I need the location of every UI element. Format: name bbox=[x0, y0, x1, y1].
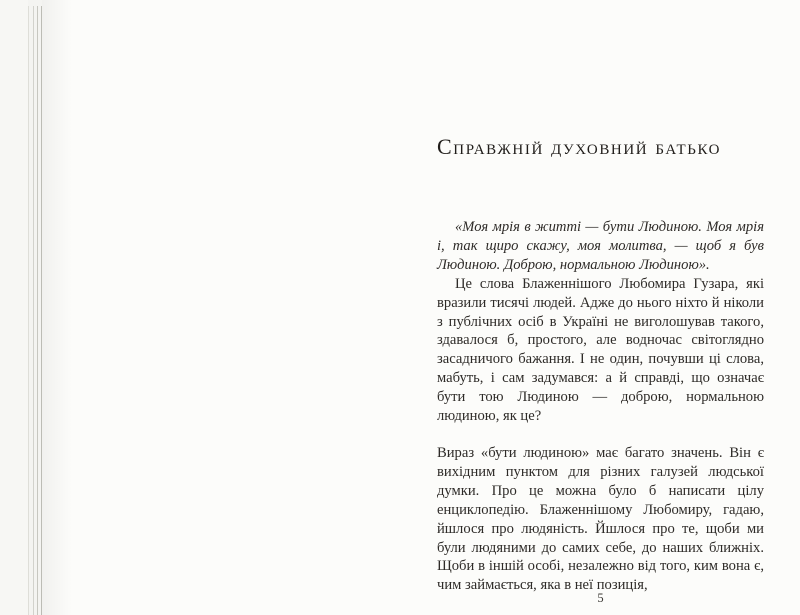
body-paragraph-1: Це слова Блаженнішого Любомира Гузара, які вразили тисячі людей. Адже до нього ніхто й ніколи з публічних осіб в Україні не виголошував такого, здавалося б, простого, але водночас світоглядно засадничого бажання. І не один, почувши ці слова, мабуть, і сам задумався: а й справді, що означає бути тою Людиною — доброю, нормальною людиною, як це? bbox=[437, 275, 764, 425]
body-paragraph-2: Вираз «бути людиною» має багато значень. Він є вихідним пунктом для різних галузей людської думки. Про це можна було б написати цілу енциклопедію. Блаженнішому Любомиру, гадаю, йшлося про людяність. Йшлося про те, щоби ми були людяними до самих себе, до наших ближніх. Щоби в іншій особі, незалежно від того, ким вона є, чим займається, яка в неї позиція, bbox=[437, 444, 764, 594]
epigraph-quote: «Моя мрія в житті — бути Людиною. Моя мрія і, так щиро скажу, моя молитва, — щоб я був Людиною. Доброю, нормальною Людиною». bbox=[437, 219, 764, 273]
text-column bbox=[437, 134, 764, 595]
page-number: 5 bbox=[597, 591, 604, 605]
page-edge-line bbox=[28, 6, 29, 615]
chapter-title: Справжній духовний батько bbox=[437, 134, 722, 159]
page-curve-shadow bbox=[42, 0, 72, 615]
page-stack-outer bbox=[0, 0, 28, 615]
page-edge-line bbox=[41, 6, 42, 615]
page-edge-line bbox=[33, 6, 34, 615]
page-edge-line bbox=[37, 6, 38, 615]
